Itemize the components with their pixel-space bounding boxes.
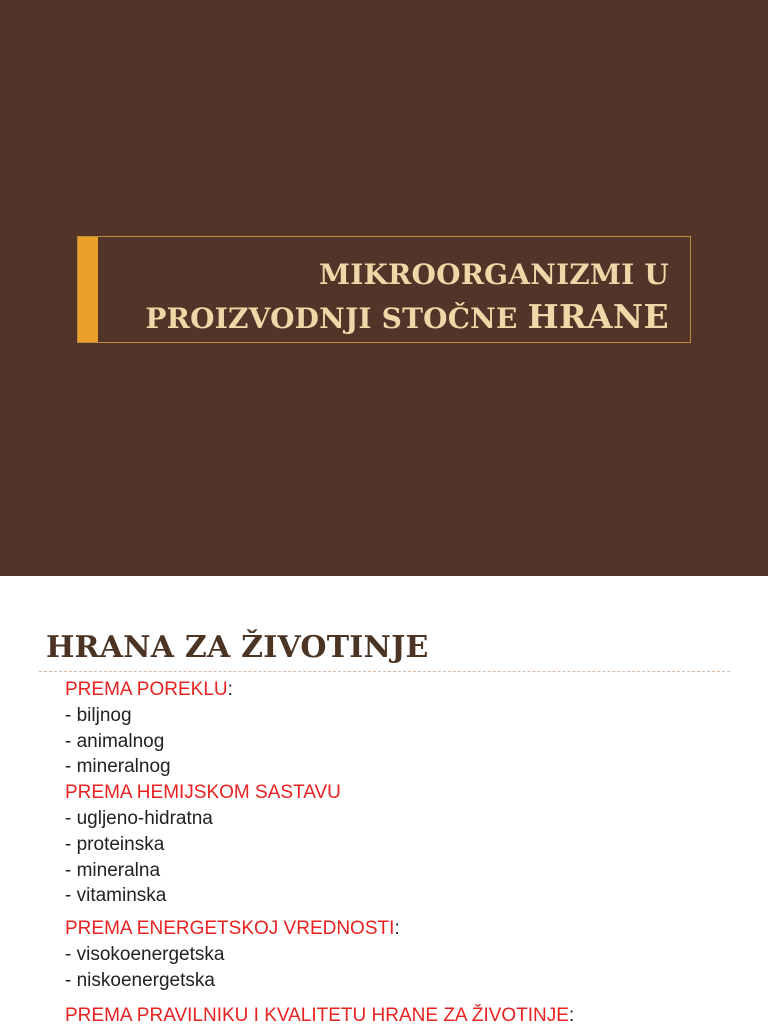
list-item: - mineralnog [65, 756, 171, 778]
list-item: - mineralna [65, 859, 161, 881]
spacer [65, 909, 755, 916]
slide-title-line-1: MIKROORGANIZMI U [319, 258, 669, 291]
section-heading-hemijski-text: PREMA HEMIJSKOM SASTAVU [65, 782, 341, 804]
content-slide [0, 576, 768, 1024]
section-heading-pravilnik-colon: : [568, 1005, 575, 1024]
slide-title-line-2 [109, 296, 669, 340]
section-heading-energetska-colon: : [394, 917, 400, 939]
section-heading-poreklo-colon: : [227, 679, 233, 700]
section-heading-poreklo [65, 677, 755, 703]
list-item: - animalnog [65, 730, 165, 752]
list-item: - vitaminska [65, 885, 167, 907]
section-heading-pravilnik-text: PREMA PRAVILNIKU I KVALITETU HRANE ZA ŽIVOTINJE [65, 1005, 569, 1024]
content-slide-title: HRANA ZA ŽIVOTINJE [46, 630, 429, 665]
section-heading-energetska-text: PREMA ENERGETSKOJ VREDNOSTI [65, 917, 395, 939]
section-heading-poreklo-text: PREMA POREKLU [65, 679, 228, 700]
spacer [65, 993, 755, 1003]
slide-title-line-2-emphasis: HRANE [527, 297, 669, 336]
list-item: - biljnog [65, 705, 132, 726]
list-item: - ugljeno-hidratna [65, 808, 213, 830]
section-heading-energetska [65, 916, 755, 942]
title-accent-bar [78, 237, 98, 342]
slide-title-line-2-prefix: PROIZVODNJI STOČNE [145, 302, 528, 335]
section-heading-hemijski [65, 780, 755, 806]
list-item: - niskoenergetska [65, 969, 215, 991]
list-item: - proteinska [65, 833, 165, 855]
content-list [65, 677, 755, 1024]
title-box [77, 236, 691, 343]
list-item: - visokoenergetska [65, 943, 225, 965]
section-heading-pravilnik [65, 1003, 755, 1024]
title-divider [39, 671, 730, 672]
slide-title [109, 254, 669, 340]
